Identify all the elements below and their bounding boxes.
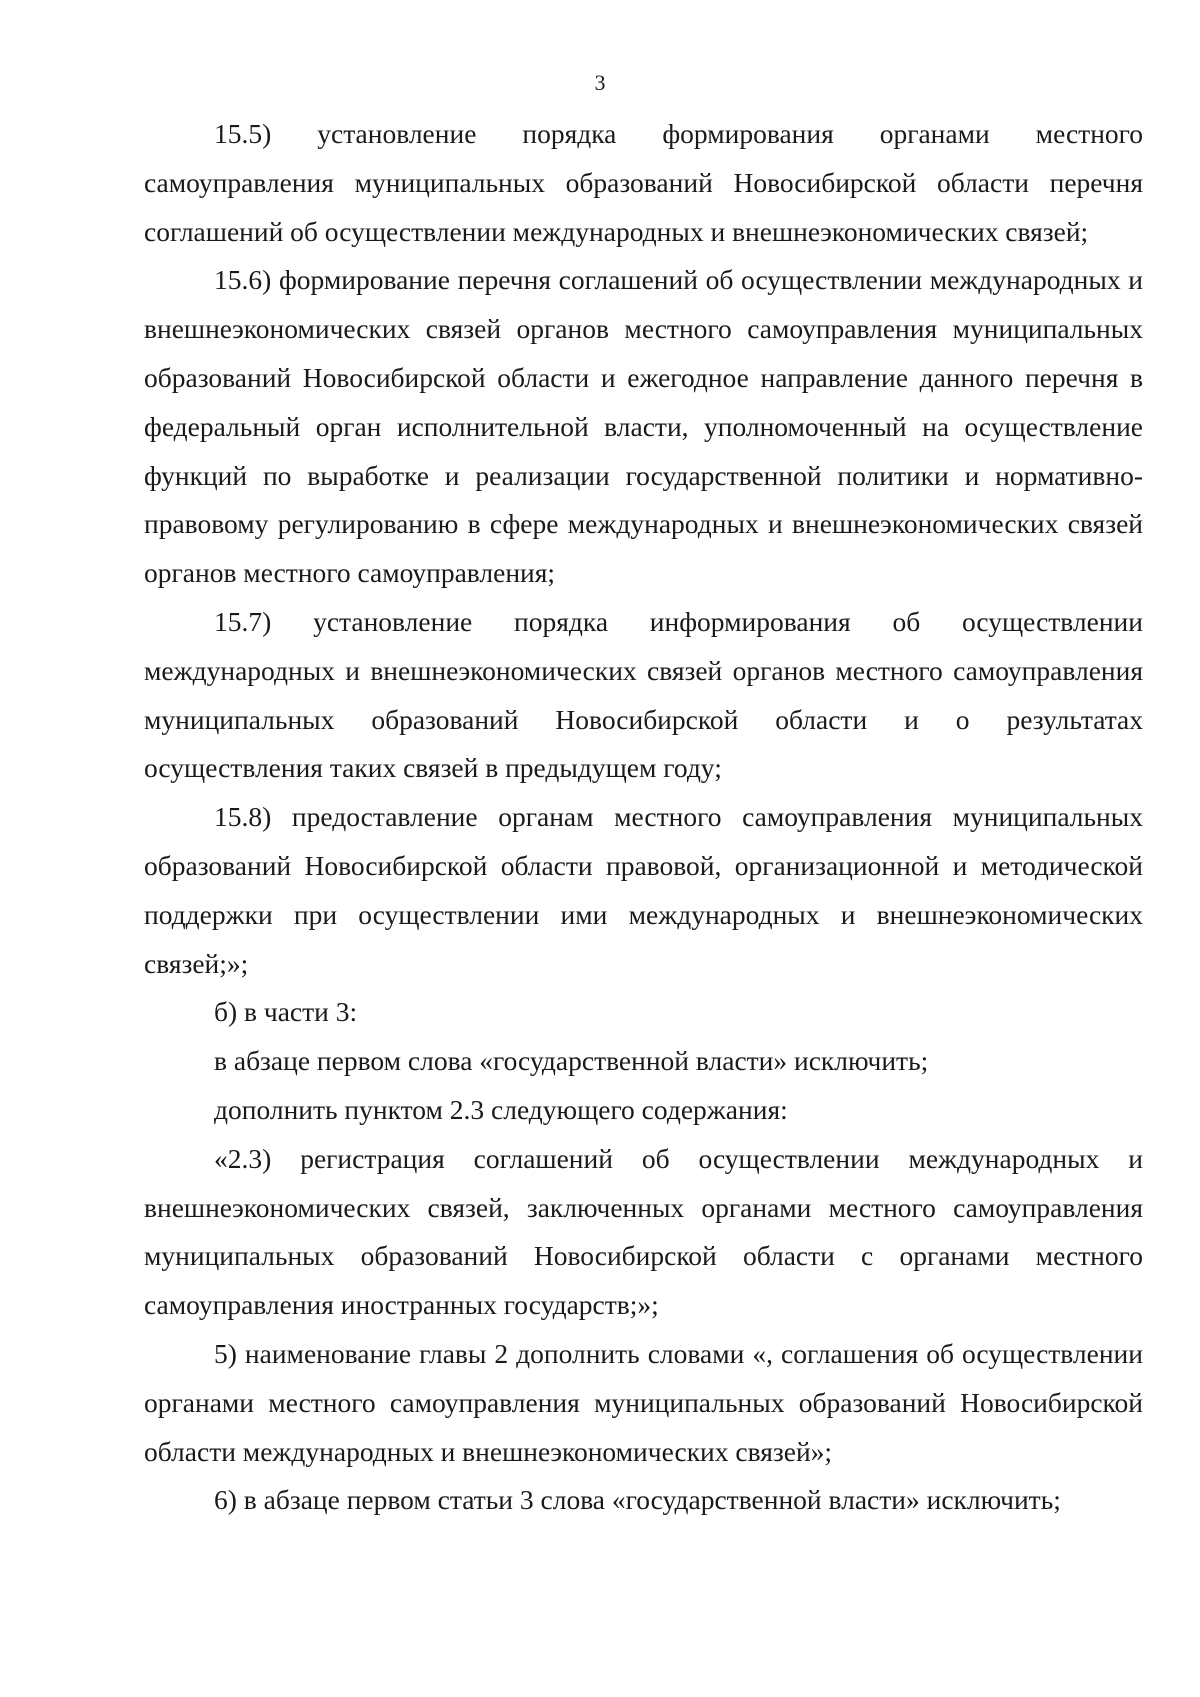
paragraph-first-abzac: в абзаце первом слова «государственной власти» исключить; [214,1045,929,1077]
page-number: 3 [594,70,606,95]
paragraph-2-3: «2.3) регистрация соглашений об осуществлении международных и внешнеэкономических связей, заключенных органами местного самоуправления муниципальных образований Новосибирской области с органами местного самоуправления иностранных государств;»; [144,1142,1143,1321]
paragraph-15-8: 15.8) предоставление органам местного самоуправления муниципальных образований Новосибирской области правовой, организационной и методической поддержки при осуществлении ими международных и внешнеэкономических связей;»; [144,801,1143,979]
paragraph-part-3: б) в части 3: [214,996,358,1028]
paragraph-15-5: 15.5) установление порядка формирования органами местного самоуправления муниципальных образований Новосибирской области перечня соглашений об осуществлении международных и внешнеэкономических связей; [144,118,1143,247]
paragraph-15-7: 15.7) установление порядка информирования об осуществлении международных и внешнеэкономических связей органов местного самоуправления муниципальных образований Новосибирской области и о результатах осуществления таких связей в предыдущем году; [144,605,1143,784]
paragraph-add-2-3: дополнить пунктом 2.3 следующего содержания: [214,1093,788,1125]
paragraph-15-6: 15.6) формирование перечня соглашений об осуществлении международных и внешнеэкономических связей органов местного самоуправления муниципальных образований Новосибирской области и ежегодное направление данного перечня в федеральный орган исполнительной власти, уполномоченный на осуществление функций по выработке и реализации государственной политики и нормативно-правовому регулированию в сфере международных и внешнеэкономических связей органов местного самоуправления; [144,264,1143,589]
paragraph-item-6: 6) в абзаце первом статьи 3 слова «государственной власти» исключить; [214,1484,1061,1516]
paragraph-item-5: 5) наименование главы 2 дополнить словами «, соглашения об осуществлении органами местного самоуправления муниципальных образований Новосибирской области международных и внешнеэкономических связей»; [144,1337,1143,1467]
document-body [144,110,1143,1525]
